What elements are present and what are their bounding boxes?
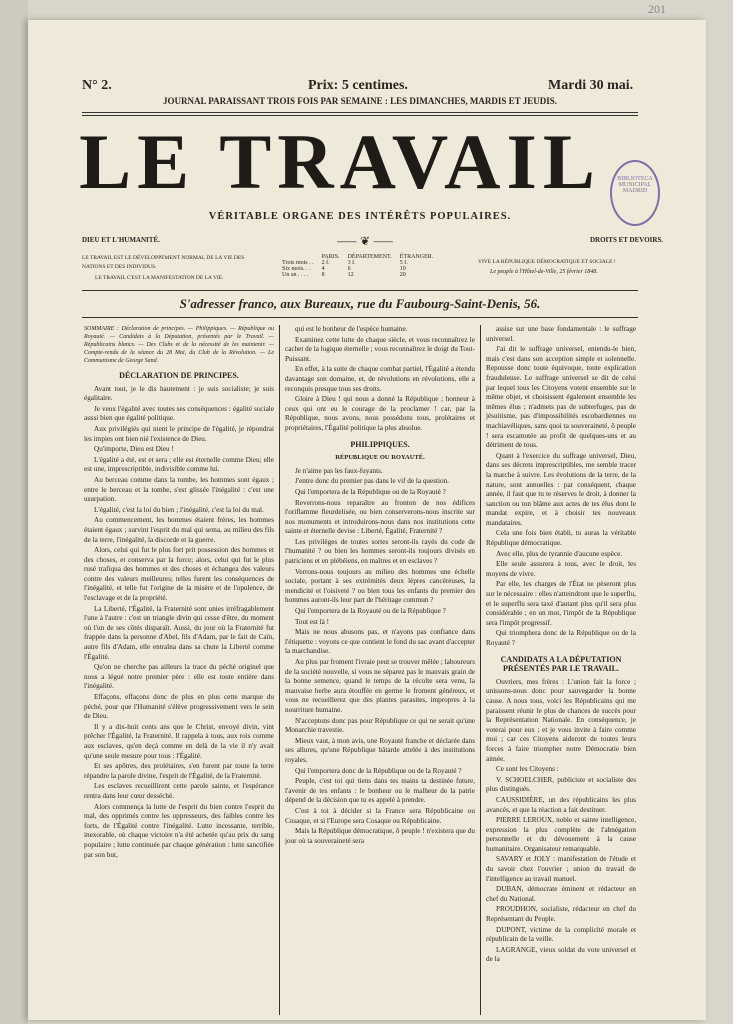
paragraph: Les esclaves recueillirent cette parole sainte, et l'espérance rentra dans leur cœur desséché. [84, 782, 274, 800]
paragraph: Au plus par froment l'ivraie peut se trouver mêlée ; laboureurs de la société nouvelle, si vous ne séparez pas le mauvais grain de la bonne semence, quand le temps de la récolte sera venu, la mauvaise herbe aura étouffée en germe le froment généreux, et vous ne recueillerez que des plantes parasites, impropres à la nourriture humaine. [285, 658, 475, 714]
paragraph: V. SCHOELCHER, publiciste et socialiste des plus distingués. [486, 775, 636, 794]
pencil-page-number: 201 [648, 2, 666, 16]
paragraph: Ouvriers, mes frères : L'union fait la force ; unissons-nous donc pour sauvegarder la bonne cause. A nous tous, voici les Républicains qui me paraissent réunir le plus de chances de succès pour la Représentation Nationale. En conséquence, je voterai pour eux ; et je vous invite à faire comme moi ; car ces Citoyens aideront de toutes leurs forces à faire triompher notre Démocratie bien aimée. [486, 677, 636, 763]
motto-left: DIEU ET L'HUMANITÉ. [82, 236, 160, 244]
paragraph: J'ai dit le suffrage universel, entendu-le bien, mais c'est dans son acception simple et solennelle. Repousse donc toute équivoque, toute explication frauduleuse. Le suffrage universel se dit de celui par lequel tous les Citoyens votent ensemble sur le même objet, et choisissent également ensemble les mêmes élus ; n'admets pas de subterfuges, pas de jésuitisme, pas d'impossibilités escobardiennes ou machiavéliques, sans quoi ta souveraineté, ô peuple ! sera escamotée au profit de quelques-uns et au détriment de tous. [486, 345, 636, 450]
article-subheading: RÉPUBLIQUE OU ROYAUTÉ. [335, 454, 425, 462]
paragraph: En effet, à la suite de chaque combat partiel, l'Égalité a étendu davantage son domaine, et, de révolutions en révolutions, elle a reconquis presque tous ses droits. [285, 365, 475, 393]
paragraph: Qui triomphera donc de la République ou de la Royauté ? [486, 629, 636, 647]
sub-cell: 20 [399, 272, 406, 278]
newspaper-subtitle: VÉRITABLE ORGANE DES INTÉRÊTS POPULAIRES. [208, 211, 512, 222]
paragraph: Qui l'emportera de la Royauté ou de la République ? [295, 607, 446, 616]
paragraph: DUBAN, démocrate éminent et rédacteur en chef du National. [486, 885, 636, 903]
paragraph: Avec elle, plus de tyrannie d'aucune espèce. [496, 549, 623, 558]
column-1 [84, 325, 274, 1015]
paragraph: L'égalité a été, est et sera ; elle est éternelle comme Dieu; elle est une, imprescriptible, indivisible comme lui. [84, 455, 274, 474]
paragraph: Verrons-nous toujours au milieu des hommes une échelle sociale, portant à ses extrémités deux lèpres cancéreuses, la mendicité et l'oisiveté ? ou bien tous les enfants du premier des hommes auront-ils leur part de l'héritage commun ? [285, 567, 475, 605]
sub-cell: 10 [399, 266, 406, 272]
paragraph: Je n'aime pas les faux-fuyants. [295, 466, 383, 475]
book-binding [0, 0, 28, 1024]
paragraph: SAVARY et JOLY : manifestation de l'étude et du savoir chez l'ouvrier ; union du travail de l'intelligence au travail manuel. [486, 855, 636, 883]
address-line: S'adresser franco, aux Bureaux, rue du Faubourg-Saint-Denis, 56. [179, 296, 541, 311]
paragraph: assise sur une base fondamentale : le suffrage universel. [486, 325, 636, 343]
paragraph: L'égalité, c'est la loi du bien ; l'inégalité, c'est la loi du mal. [94, 505, 264, 514]
paragraph: Les privilèges de toutes sortes seront-ils rayés du code de l'humanité ? ou bien les hommes seront-ils toujours divisés en patriciens et en plébéiens, en maîtres et en esclaves ? [285, 537, 475, 566]
sub-cell: 6 [347, 266, 351, 272]
divider [82, 317, 638, 318]
paragraph: PROUDHON, socialiste, rédacteur en chef du Représentant du Peuple. [486, 905, 636, 924]
paragraph: Mais la République démocratique, ô peuple ! n'existera que du jour où ta souveraineté sera [285, 827, 475, 845]
paragraph: Aux privilégiés qui nient le principe de l'égalité, je répondrai les impies ont bien nié l'existence de Dieu. [84, 424, 274, 443]
divider [82, 115, 638, 116]
paragraph: La Liberté, l'Égalité, la Fraternité sont unies irréfragablement l'une à l'autre : c'est un triangle divin qui cesse d'être, du moment où l'un de ses côtés disparaît. Aussi, du jour où la Fraternité fut frappée dans la personne d'Abel, fils d'Adam, par le fait de Caïn, autre fils d'Adam, elle entraîna dans sa chute la Liberté comme l'Égalité. [84, 604, 274, 661]
newspaper-title: LE TRAVAIL [79, 118, 601, 205]
column-3 [486, 325, 636, 1015]
motto-right: DROITS ET DEVOIRS. [590, 236, 664, 244]
paragraph: Peuple, c'est toi qui tiens dans tes mains ta destinée future, l'avenir de tes enfants : le bonheur ou le malheur de la patrie dépend de la décision que tu es appelé à prendre. [285, 777, 475, 805]
paragraph: qui est le bonheur de l'espèce humaine. [295, 325, 408, 333]
article-heading: PHILIPPIQUES. [350, 439, 410, 449]
sub-cell: 12 [347, 272, 354, 278]
paragraph: Effaçons, effaçons donc de plus en plus cette marque du péché, pour que l'Humanité s'élève progressivement vers le sein de Dieu. [84, 693, 274, 721]
paragraph: N'acceptons donc pas pour République ce qui ne serait qu'une Monarchie travestie. [285, 716, 475, 735]
paragraph: CAUSSIDIÈRE, un des républicains les plus avancés, et que la réaction a fait destituer. [486, 795, 636, 814]
stamp-text: BIBLIOTECA MUNICIPAL MADRID [617, 176, 653, 194]
subscription-table [278, 254, 437, 278]
divider [82, 290, 638, 291]
sub-cell: 3 f. [347, 260, 356, 266]
sub-header: DÉPARTEMENT. [347, 254, 392, 260]
paragraph: Examinez cette lutte de chaque siècle, et vous reconnaîtrez le cachet de la logique éternelle ; vous reconnaîtrez le doigt du Tout-Puissant. [285, 335, 475, 363]
publication-frequency: JOURNAL PARAISSANT TROIS FOIS PAR SEMAINE : LES DIMANCHES, MARDIS ET JEUDIS. [163, 96, 557, 106]
paragraph: Qu'on ne cherche pas ailleurs la trace du péché originel que nous a légué notre premier père : elle est toute entière dans l'inégalité. [84, 663, 274, 691]
paragraph: Reverrons-nous reparaître au fronton de nos édifices l'oriflamme fleurdelisée, ou bien conserverons-nous inscrite sur nos monuments et introduirons-nous dans nos institutions cette sainte et éternelle devise : Liberté, Égalité, Fraternité ? [285, 498, 475, 536]
paragraph: Je veux l'égalité avec toutes ses conséquences : égalité sociale aussi bien que égalité politique. [84, 404, 274, 423]
sub-cell: 5 f. [399, 260, 408, 266]
sub-header: PARIS. [321, 254, 340, 260]
note-left-2: LE TRAVAIL C'EST LA MANIFESTATION DE LA VIE. [95, 275, 224, 281]
paragraph: LAGRANGE, vieux soldat du vote universel et de la [486, 945, 636, 964]
paragraph: Mais ne nous abusons pas, et n'ayons pas confiance dans l'étiquette : voyons ce que contient le fond du sac avant d'accepter la marchandise. [285, 628, 475, 656]
paragraph: Qui l'emportera donc de la République ou de la Royauté ? [295, 766, 462, 775]
paragraph: Il y a dix-huit cents ans que le Christ, envoyé divin, vint prêcher l'Égalité, la Fraternité. Il rappela à tous, aux rois comme aux esclaves, qu'en deçà comme en delà de la vie il n'y avait qu'une seule mesure pour tous : l'Égalité. [84, 722, 274, 760]
paragraph: Alors, celui qui fut le plus fort prit possession des hommes et des choses, et conserva par la force; alors, celui qui fut le plus rusé trafiqua des hommes et des choses et échangea des valeurs contre des valeurs meilleures; telles furent les conséquences de l'inégalité, et telle fut l'origine de la misère et de l'opulence, de l'esclavage et de la propriété. [84, 546, 274, 603]
sub-cell: 2 f. [321, 260, 330, 266]
sub-cell: Un an . . . . [282, 272, 309, 278]
paragraph: Gloire à Dieu ! qui nous a donné la République ; honneur à ceux qui ont eu le courage de la proclamer ! car, par la République, nous avons, nous possédons tous, prolétaires et propriétaires, l'Égalité politique la plus absolue. [285, 395, 475, 432]
paragraph: Avant tout, je le dis hautement : je suis socialiste; je suis égalitaire. [84, 384, 274, 403]
paragraph: DUPONT, victime de la complicité morale et républicain de la veille. [486, 925, 636, 944]
column-2 [285, 325, 475, 1015]
paragraph: Au berceau comme dans la tombe, les hommes sont égaux ; entre le berceau et la tombe, s'est glissée l'inégalité : c'est une usurpation. [84, 475, 274, 504]
sub-cell: 8 [321, 272, 325, 278]
article-heading: DÉCLARATION DE PRINCIPES. [119, 371, 239, 380]
sub-cell: Trois mois . . [282, 260, 314, 266]
paragraph: Mieux vaut, à mon avis, une Royauté franche et déclarée dans ses allures, qu'une République bâtarde attelée à des institutions royales. [285, 736, 475, 764]
library-stamp [610, 160, 660, 226]
paragraph: Elle seule assurera à tous, avec le droit, les moyens de vivre. [486, 560, 636, 578]
article-heading: CANDIDATS A LA DÉPUTATION PRÉSENTÉS PAR LE TRAVAIL. [500, 654, 622, 674]
paragraph: Et ses apôtres, des prolétaires, s'en furent par toute la terre répandre la parole divine, l'esprit de l'Égalité, de la Fraternité. [84, 762, 274, 780]
paragraph: J'entre donc du premier pas dans le vif de la question. [295, 477, 449, 486]
divider [82, 112, 638, 113]
sub-header: ÉTRANGER. [399, 254, 434, 260]
issue-number: N° 2. [82, 78, 112, 93]
column-rule [480, 325, 481, 1015]
paragraph: Ce sont les Citoyens : [496, 765, 559, 774]
paragraph: Tout est là ! [295, 617, 330, 626]
paragraph: Alors commença la lutte de l'esprit du bien contre l'esprit du mal, des opprimés contre les oppresseurs, des faibles contre les forts, de l'Égalité contre l'inégalité. Lutte incessante, terrible, inexorable, où chaque victoire n'a été achetée qu'au prix du sang populaire ; lutte continuée par chaque génération : lutte sanctifiée par son but, [84, 802, 274, 859]
price: Prix: 5 centimes. [308, 78, 408, 93]
ornament-divider: ⸺ ❦ ⸺ [336, 234, 394, 248]
paragraph: Au commencement, les hommes étaient frères, les hommes étaient égaux ; survint l'esprit du mal qui sema, au milieu des fils de la terre, l'inégalité, la discorde et la guerre. [84, 516, 274, 544]
note-right-2: Le peuple à l'Hôtel-de-Ville, 25 février 1848. [490, 269, 598, 275]
paragraph: Par elle, les charges de l'État ne pèseront plus sur le nécessaire : elles n'atteindront que le superflu, et le superflu sera taxé d'autant plus qu'il sera plus considérable ; en un mot, l'impôt de la République sera l'impôt progressif. [486, 580, 636, 627]
paragraph: Qui l'emportera de la République ou de la Royauté ? [295, 487, 446, 496]
paragraph: PIERRE LEROUX, noble et sainte intelligence, expression la plus complète de l'abnégation personnelle et du dévouement à la cause humanitaire. Organisateur remarquable. [486, 816, 636, 853]
column-rule [279, 325, 280, 1015]
sub-cell: 4 [321, 266, 325, 272]
note-left-1: LE TRAVAIL EST LE DÉVELOPPEMENT NORMAL DE LA VIE DES NATIONS ET DES INDIVIDUS. [82, 255, 245, 270]
paragraph: Cela une fois bien établi, tu auras la véritable République démocratique. [486, 529, 636, 548]
summary: SOMMAIRE : Déclaration de principes. — Philippiques. — République ou Royauté. — Candidats à la Députation, présentés par le Travail. — Républicains blancs. — Des Clubs et de la nécessité de les maintenir. — Compte-rendu de la séance du 28 Mai, du Club de la Révolution. — Le Communisme de George Sand. [84, 326, 274, 364]
paragraph: Qu'importe, Dieu est Dieu ! [94, 445, 174, 454]
sub-cell: Six mois. . . [282, 266, 311, 272]
note-right-1: VIVE LA RÉPUBLIQUE DÉMOCRATIQUE ET SOCIALE ! [478, 259, 616, 265]
paragraph: Quant à l'exercice du suffrage universel, Dieu, dans ses décrets imprescriptibles, me semble tracer la marche à suivre. Les évolutions de la terre, de la nature, sont annuelles : par conséquent, chaque année, il faut que tu te réserves le droit, à donner la sanction ou ton blâme aux actes de tes élus dont le mandat expire, et à choisir tes nouveaux mandataires. [486, 451, 636, 527]
issue-date: Mardi 30 mai. [548, 78, 634, 93]
paragraph: C'est à toi à décider si la France sera Républicaine ou Cosaque, et si l'Europe sera Cosaque ou Républicaine. [285, 806, 475, 825]
